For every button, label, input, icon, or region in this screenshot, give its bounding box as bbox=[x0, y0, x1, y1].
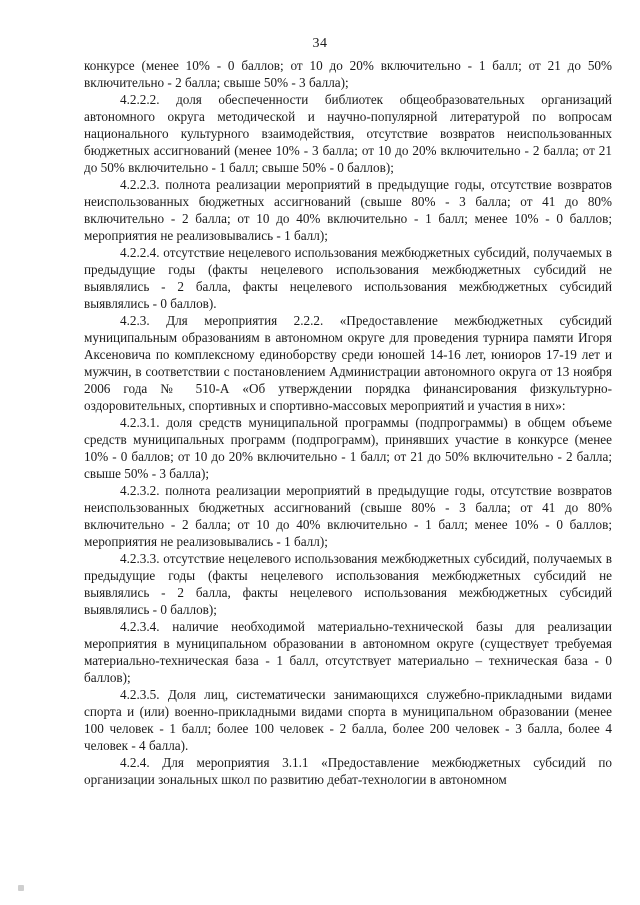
paragraph-4-2-2-4: 4.2.2.4. отсутствие нецелевого использования межбюджетных субсидий, получаемых в предыдущие годы (факты нецелевого использования межбюджетных субсидий не выявлялись - 2 балла, факты нецелевого использования межбюджетных субсидий выявлялись - 0 баллов). bbox=[84, 245, 612, 311]
paragraph-4-2-3-5: 4.2.3.5. Доля лиц, систематически занимающихся служебно-прикладными видами спорта и (или) военно-прикладными видами спорта в муниципальном образовании (менее 100 человек - 1 балл; более 100 человек - 2 балла, более 200 человек - 3 балла, более 4 человек - 4 балла). bbox=[84, 687, 612, 753]
paragraph-4-2-2-3: 4.2.2.3. полнота реализации мероприятий в предыдущие годы, отсутствие возвратов неиспользованных бюджетных ассигнований (свыше 80% - 3 балла; от 41 до 80% включительно - 2 балла; от 10 до 40% включительно - 1 балл; менее 10% - 0 баллов; мероприятия не реализовывались - 1 балл); bbox=[84, 177, 612, 243]
paragraph-4-2-3-1: 4.2.3.1. доля средств муниципальной программы (подпрограммы) в общем объеме средств муниципальных программ (подпрограмм), принявших участие в конкурсе (менее 10% - 0 баллов; от 10 до 20% включительно - 1 балл; от 21 до 50% включительно - 2 балла; свыше 50% - 3 балла); bbox=[84, 415, 612, 481]
paragraph-4-2-3-2: 4.2.3.2. полнота реализации мероприятий в предыдущие годы, отсутствие возвратов неиспользованных бюджетных ассигнований (свыше 80% - 3 балла; от 41 до 80% включительно - 2 балла; от 10 до 40% включительно - 1 балл; менее 10% - 0 баллов; мероприятия не реализовывались - 1 балл); bbox=[84, 483, 612, 549]
paragraph-4-2-3-4: 4.2.3.4. наличие необходимой материально-технической базы для реализации мероприятия в муниципальном образовании в автономном округе (существует требуемая материально-техническая база - 1 балл, отсутствует материально – техническая база - 0 баллов); bbox=[84, 619, 612, 685]
page-number: 34 bbox=[312, 36, 328, 51]
paragraph-continuation: конкурсе (менее 10% - 0 баллов; от 10 до 20% включительно - 1 балл; от 21 до 50% включительно - 2 балла; свыше 50% - 3 балла); bbox=[84, 58, 612, 90]
paragraph-4-2-2-2: 4.2.2.2. доля обеспеченности библиотек общеобразовательных организаций автономного округа методической и научно-популярной литературой по вопросам национального культурного взаимодействия, отсутствие возвратов неиспользованных бюджетных ассигнований (менее 10% - 3 балла; от 10 до 20% включительно - 2 балла; от 21 до 50% включительно - 1 балл; свыше 50% - 0 баллов); bbox=[84, 92, 612, 175]
scan-artifact bbox=[18, 885, 24, 891]
paragraph-4-2-3-3: 4.2.3.3. отсутствие нецелевого использования межбюджетных субсидий, получаемых в предыдущие годы (факты нецелевого использования межбюджетных субсидий не выявлялись - 2 балла, факты нецелевого использования межбюджетных субсидий выявлялись - 0 баллов); bbox=[84, 551, 612, 617]
document-body bbox=[84, 57, 612, 788]
paragraph-4-2-3: 4.2.3. Для мероприятия 2.2.2. «Предоставление межбюджетных субсидий муниципальным образованиям в автономном округе для проведения турнира памяти Игоря Аксеновича по комплексному единоборству среди юношей 14-16 лет, юниоров 17-19 лет и мужчин, в соответствии с постановлением Администрации автономного округа от 13 ноября 2006 года № 510-А «Об утверждении порядка финансирования физкультурно-оздоровительных, спортивных и спортивно-массовых мероприятий и участия в них»: bbox=[84, 313, 612, 413]
paragraph-4-2-4: 4.2.4. Для мероприятия 3.1.1 «Предоставление межбюджетных субсидий по организации зональных школ по развитию дебат-технологии в автономном bbox=[84, 755, 612, 787]
